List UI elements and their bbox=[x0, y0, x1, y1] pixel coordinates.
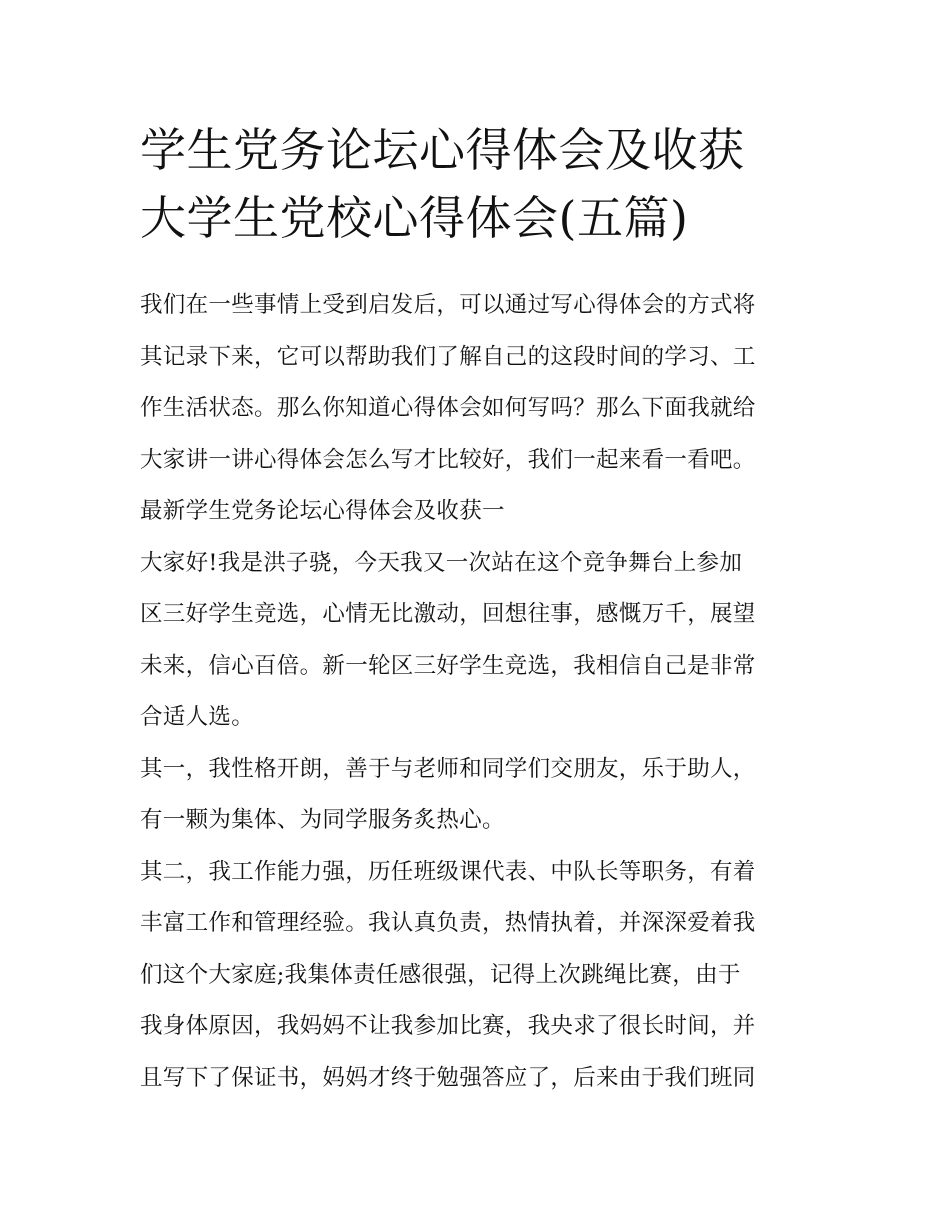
point-one-paragraph bbox=[140, 744, 820, 847]
text-line: 其记录下来，它可以帮助我们了解自己的这段时间的学习、工 bbox=[140, 343, 756, 370]
text-line: 最新学生党务论坛心得体会及收获一 bbox=[140, 498, 505, 524]
document-body bbox=[140, 280, 820, 1104]
text-line: 我们在一些事情上受到启发后，可以通过写心得体会的方式将 bbox=[140, 292, 756, 318]
text-line: 有一颗为集体、为同学服务炙热心。 bbox=[140, 807, 505, 833]
text-line: 区三好学生竞选，心情无比激动，回想往事，感慨万千，展望 bbox=[140, 601, 756, 627]
text-line: 大家讲一讲心得体会怎么写才比较好，我们一起来看一看吧。 bbox=[140, 446, 756, 473]
text-line: 作生活状态。那么你知道心得体会如何写吗？那么下面我就给 bbox=[140, 395, 756, 421]
greeting-paragraph bbox=[140, 538, 820, 744]
text-line: 丰富工作和管理经验。我认真负责，热情执着，并深深爱着我 bbox=[140, 910, 756, 936]
intro-paragraph bbox=[140, 280, 820, 486]
title-line-1: 学生党务论坛心得体会及收获 bbox=[140, 123, 745, 177]
text-line: 合适人选。 bbox=[140, 704, 255, 730]
text-line: 们这个大家庭;我集体责任感很强，记得上次跳绳比赛，由于 bbox=[140, 961, 741, 988]
text-line: 且写下了保证书，妈妈才终于勉强答应了，后来由于我们班同 bbox=[140, 1064, 756, 1091]
text-line: 未来，信心百倍。新一轮区三好学生竞选，我相信自己是非常 bbox=[140, 652, 756, 679]
title-line-2: 大学生党校心得体会(五篇) bbox=[140, 191, 689, 245]
section-heading bbox=[140, 486, 820, 538]
text-line: 其一，我性格开朗，善于与老师和同学们交朋友，乐于助人， bbox=[140, 755, 756, 782]
point-two-paragraph bbox=[140, 847, 820, 1105]
text-line: 我身体原因，我妈妈不让我参加比赛，我央求了很长时间，并 bbox=[140, 1013, 756, 1039]
text-line: 大家好!我是洪子骁，今天我又一次站在这个竞争舞台上参加 bbox=[140, 549, 743, 576]
document-title bbox=[140, 116, 830, 252]
text-line: 其二，我工作能力强，历任班级课代表、中队长等职务，有着 bbox=[140, 858, 756, 885]
